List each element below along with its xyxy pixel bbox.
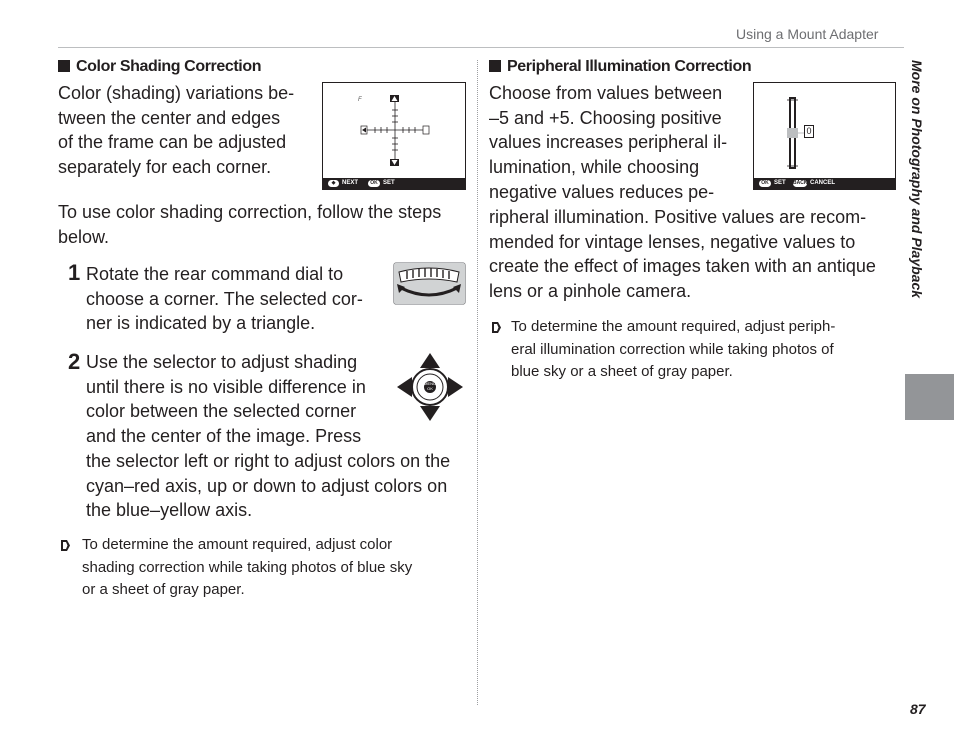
text-line: separately for each corner. [58, 157, 272, 178]
text-line: color between the selected corner [86, 401, 357, 422]
text-line: choose a corner. The selected cor- [86, 288, 363, 309]
text-line: the selector left or right to adjust colors on the [86, 451, 451, 471]
text-line: ner is indicated by a triangle. [86, 313, 316, 334]
screen-bottom-bar [323, 178, 465, 189]
text-line: below. [58, 226, 110, 247]
peripheral-text-a [489, 81, 741, 205]
left-note [82, 534, 465, 602]
text-line: lumination, while choosing [489, 157, 700, 178]
text-line: blue sky or a sheet of gray paper. [511, 363, 733, 380]
running-header: Using a Mount Adapter [736, 26, 879, 42]
ok-pill: OK [368, 180, 380, 187]
step-number: 2 [68, 349, 80, 374]
section-heading-peripheral [489, 58, 751, 76]
text-line: Use the selector to adjust shading [86, 352, 358, 372]
text-line: Choose from values between [489, 83, 723, 103]
cancel-label: CANCEL [810, 180, 835, 186]
text-line: lens or a pinhole camera. [489, 281, 692, 302]
text-line: tween the center and edges [58, 107, 281, 128]
intro-paragraph [58, 81, 312, 180]
step-number: 1 [68, 260, 80, 285]
svg-text:MENU: MENU [424, 381, 436, 386]
screen-bottom-bar [754, 178, 895, 189]
peripheral-text-b [489, 205, 895, 304]
text-line: until there is no visible difference in [86, 376, 366, 397]
side-chapter-label: More on Photography and Playback [909, 60, 925, 299]
side-chapter-title [902, 58, 932, 368]
text-line: To determine the amount required, adjust color [82, 536, 393, 553]
set-label: SET [383, 180, 395, 186]
page-number: 87 [910, 701, 926, 717]
lead-paragraph [58, 200, 465, 249]
text-line: mended for vintage lenses, negative values to [489, 231, 856, 252]
text-line: of the frame can be adjusted [58, 132, 287, 153]
rear-command-dial-icon [393, 262, 466, 305]
selector-icon [395, 351, 465, 423]
text-line: shading correction while taking photos of blue sky [82, 558, 413, 576]
text-line: cyan–red axis, up or down to adjust colors on [86, 475, 448, 496]
svg-text:OK: OK [427, 386, 433, 391]
text-line: ripheral illumination. Positive values are recom- [489, 207, 867, 227]
right-note [511, 316, 895, 384]
chapter-tab [905, 374, 954, 420]
text-line: eral illumination correction while taking photos of [511, 340, 834, 358]
text-line: the blue–yellow axis. [86, 500, 253, 521]
selector-pill-icon: ◆ [328, 180, 339, 187]
text-line: negative values reduces pe- [489, 181, 715, 202]
section-heading-text: Color Shading Correction [76, 58, 262, 75]
step-2-text-b [86, 449, 465, 523]
text-line: and the center of the image. Press [86, 426, 362, 447]
text-line: create the effect of images taken with an antique [489, 256, 876, 277]
note-pencil-icon [491, 321, 502, 334]
text-line: Color (shading) variations be- [58, 83, 295, 103]
text-line: –5 and +5. Choosing positive [489, 107, 722, 128]
shading-grid-icon [323, 83, 465, 178]
peripheral-illumination-screen [753, 82, 896, 190]
text-line: values increases peripheral il- [489, 132, 728, 153]
column-divider [477, 60, 478, 705]
set-label: SET [774, 180, 786, 186]
text-line: Rotate the rear command dial to [86, 264, 344, 284]
note-pencil-icon [60, 539, 71, 552]
corner-marker: F [358, 97, 362, 103]
illumination-value: 0 [804, 125, 814, 138]
illumination-slider-icon [754, 83, 895, 178]
heading-square-icon [489, 60, 501, 72]
color-shading-screen [322, 82, 466, 190]
next-label: NEXT [342, 180, 359, 186]
text-line: To determine the amount required, adjust periph- [511, 318, 836, 335]
back-pill: BACK [793, 180, 808, 186]
section-heading-text: Peripheral Illumination Correction [507, 58, 752, 75]
step-2-text-a [86, 350, 383, 449]
heading-square-icon [58, 60, 70, 72]
header-rule [58, 47, 904, 48]
step-1-text [86, 262, 383, 336]
text-line: To use color shading correction, follow the steps [58, 202, 442, 222]
section-heading-color-shading [58, 58, 261, 76]
ok-pill: OK [759, 180, 771, 187]
text-line: or a sheet of gray paper. [82, 581, 245, 598]
